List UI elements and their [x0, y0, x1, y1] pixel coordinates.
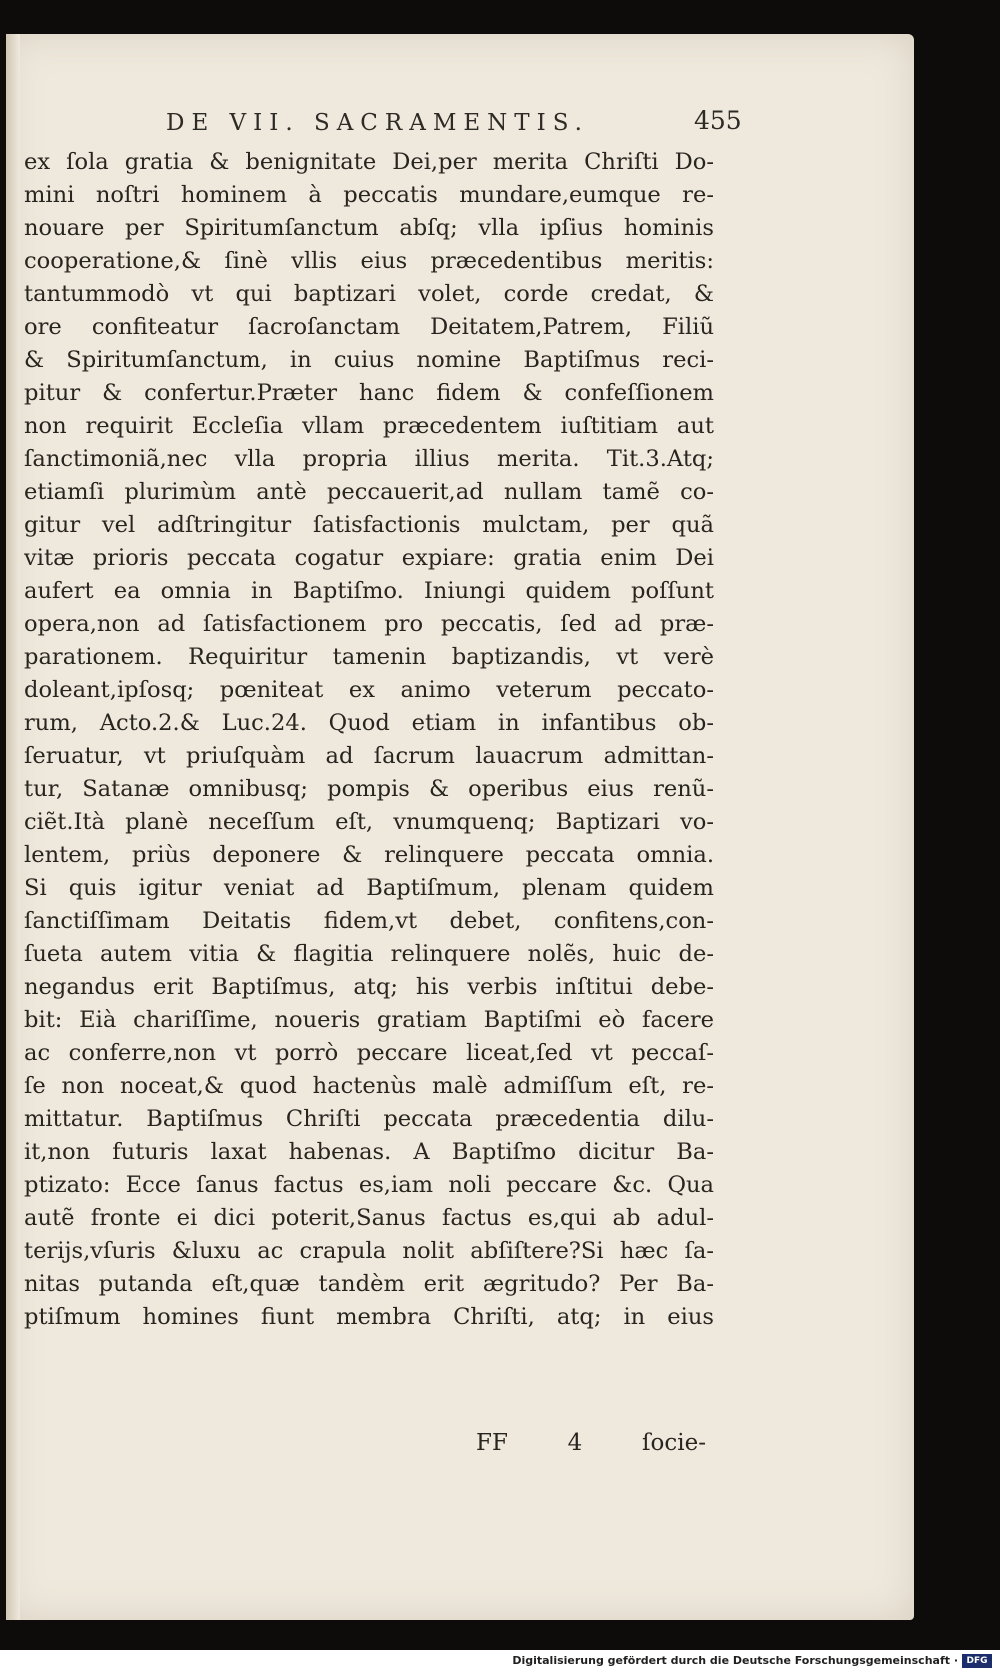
- text-line: ſe non noceat,& quod hactenùs malè admiſſum eſt, re-: [24, 1073, 714, 1099]
- text-line: terijs,vſuris &luxu ac crapula nolit abſiſtere?Si hæc ſa-: [24, 1238, 714, 1264]
- catchword: ſocie-: [642, 1430, 706, 1456]
- text-line: etiamſi plurimùm antè peccauerit,ad nullam tamẽ co-: [24, 479, 714, 505]
- text-line: autẽ fronte ei dici poterit,Sanus factus es,qui ab adul-: [24, 1205, 714, 1231]
- signature-mark: FF: [476, 1430, 508, 1456]
- dfg-logo: DFG: [962, 1654, 992, 1668]
- text-line: negandus erit Baptiſmus, atq; his verbis inſtitui debe-: [24, 974, 714, 1000]
- text-line: ſanctimoniã,nec vlla propria illius merita. Tit.3.Atq;: [24, 446, 714, 472]
- signature-line: [476, 1430, 706, 1456]
- text-line: ac conferre,non vt porrò peccare liceat,ſed vt peccaſ-: [24, 1040, 714, 1066]
- text-line: ſueta autem vitia & flagitia relinquere nolẽs, huic de-: [24, 941, 714, 967]
- funding-credit: Digitalisierung gefördert durch die Deutsche Forschungsgemeinschaft ·: [512, 1654, 958, 1667]
- signature-number: 4: [567, 1430, 583, 1456]
- text-line: cooperatione,& ſinè vllis eius præcedentibus meritis:: [24, 248, 714, 274]
- page-gutter-edge: [6, 34, 20, 1620]
- running-head: DE VII. SACRAMENTIS.: [166, 110, 589, 136]
- text-line: opera,non ad ſatisfactionem pro peccatis, ſed ad præ-: [24, 611, 714, 637]
- text-line: ſeruatur, vt priuſquàm ad ſacrum lauacrum admittan-: [24, 743, 714, 769]
- text-line: mini noſtri hominem à peccatis mundare,eumque re-: [24, 182, 714, 208]
- text-line: pitur & confertur.Præter hanc fidem & confeſſionem: [24, 380, 714, 406]
- text-line: bit: Eià chariſſime, noueris gratiam Baptiſmi eò facere: [24, 1007, 714, 1033]
- text-line: Si quis igitur veniat ad Baptiſmum, plenam quidem: [24, 875, 714, 901]
- text-line: gitur vel adſtringitur ſatisfactionis mulctam, per quã: [24, 512, 714, 538]
- text-line: ſanctiſſimam Deitatis fidem,vt debet, confitens,con-: [24, 908, 714, 934]
- text-line: ex ſola gratia & benignitate Dei,per merita Chriſti Do-: [24, 149, 714, 175]
- book-page: [6, 34, 914, 1620]
- text-line: ciẽt.Ità planè neceſſum eſt, vnumquenq; Baptizari vo-: [24, 809, 714, 835]
- text-line: ore confiteatur ſacroſanctam Deitatem,Patrem, Filiũ: [24, 314, 714, 340]
- text-line: tantummodò vt qui baptizari volet, corde credat, &: [24, 281, 714, 307]
- text-line: lentem, priùs deponere & relinquere peccata omnia.: [24, 842, 714, 868]
- body-text: [24, 146, 714, 1334]
- text-line: ptiſmum homines fiunt membra Chriſti, atq; in eius: [24, 1304, 714, 1330]
- text-line: tur, Satanæ omnibusq; pompis & operibus eius renũ-: [24, 776, 714, 802]
- text-line: ptizato: Ecce ſanus factus es,iam noli peccare &c. Qua: [24, 1172, 714, 1198]
- text-line: rum, Acto.2.& Luc.24. Quod etiam in infantibus ob-: [24, 710, 714, 736]
- page-number: 455: [694, 106, 742, 135]
- text-line: nouare per Spiritumſanctum abſq; vlla ipſius hominis: [24, 215, 714, 241]
- text-line: nitas putanda eſt,quæ tandèm erit ægritudo? Per Ba-: [24, 1271, 714, 1297]
- text-line: aufert ea omnia in Baptiſmo. Iniungi quidem poſſunt: [24, 578, 714, 604]
- text-line: mittatur. Baptiſmus Chriſti peccata præcedentia dilu-: [24, 1106, 714, 1132]
- text-line: parationem. Requiritur tamenin baptizandis, vt verè: [24, 644, 714, 670]
- text-line: it,non futuris laxat habenas. A Baptiſmo dicitur Ba-: [24, 1139, 714, 1165]
- footer-bar: [0, 1650, 1000, 1673]
- text-line: non requirit Eccleſia vllam præcedentem iuſtitiam aut: [24, 413, 714, 439]
- text-line: & Spiritumſanctum, in cuius nomine Baptiſmus reci-: [24, 347, 714, 373]
- text-line: doleant,ipſosq; pœniteat ex animo veterum peccato-: [24, 677, 714, 703]
- text-line: vitæ prioris peccata cogatur expiare: gratia enim Dei: [24, 545, 714, 571]
